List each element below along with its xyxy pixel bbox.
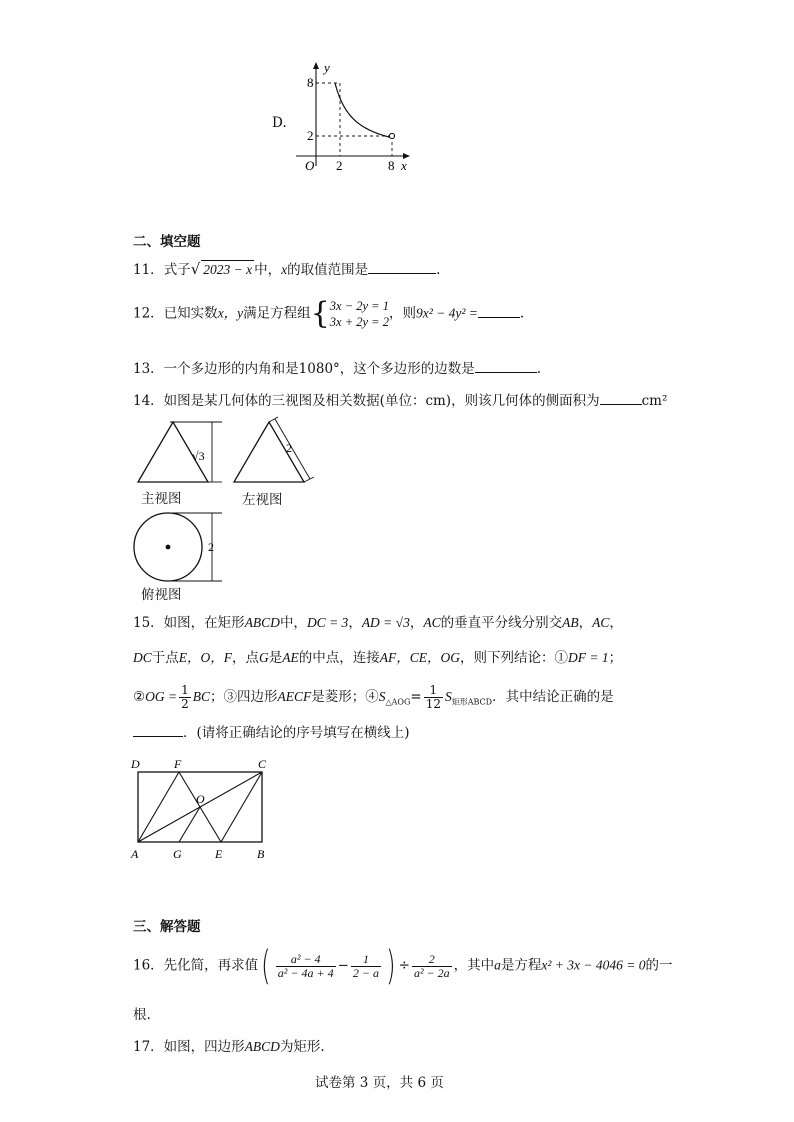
question-14: 14．如图是某几何体的三视图及相关数据(单位：cm)，则该几何体的侧面积为 cm² (133, 393, 668, 409)
top-view-caption: 俯视图 (141, 587, 182, 603)
question-15-line-2: DC于点E，O，F，点G是AE的中点，连接AF，CE，OG，则下列结论：①DF = 1； (133, 650, 623, 666)
question-15-line-1: 15．如图，在矩形ABCD中，DC = 3，AD = √3，AC的垂直平分线分别交AB，AC， (133, 615, 623, 631)
point-e: E (215, 847, 223, 861)
answer-blank-15[interactable] (133, 723, 183, 737)
y-tick-2: 2 (307, 128, 314, 143)
inverse-curve (335, 83, 392, 138)
option-d-label: D. (272, 115, 287, 131)
point-o: O (196, 792, 205, 806)
question-16-line-2: 根. (133, 1007, 151, 1023)
left-dim-label: 2 (286, 441, 292, 455)
front-view-caption: 主视图 (141, 491, 182, 507)
option-d-graph (288, 58, 418, 180)
page-footer: 试卷第 3 页，共 6 页 (315, 1075, 444, 1091)
point-d: D (131, 757, 140, 771)
section-2-title: 二、填空题 (133, 234, 201, 250)
x-axis-label: x (401, 158, 407, 173)
question-11: 11．式子√ 2023 − x 中，x的取值范围是 . (133, 260, 441, 278)
question-13: 13．一个多边形的内角和是1080°，这个多边形的边数是 . (133, 361, 542, 377)
origin-label: O (305, 158, 315, 173)
point-c: C (258, 757, 267, 771)
point-f: F (174, 757, 182, 771)
question-15-line-3: ②OG = $\frac{1}{2}$ BC；③四边形AECF是菱形；$④S_{\triangle AOG}=$ $\frac{1}{12}$ $S_{矩形ABCD}$．其中结论正确的是 (133, 683, 614, 711)
point-b: B (257, 847, 265, 861)
y-axis-label: y (324, 60, 330, 75)
question-17: 17．如图，四边形ABCD为矩形. (133, 1039, 325, 1055)
question-12: 12．已知实数x，y满足方程组{ 3x − 2y = 1 3x + 2y = 2 ，则9x² − 4y² = . (133, 296, 525, 331)
question-16: 16．先化简，再求值( $\frac{\text{a² − 4}}{\text{a² − 4a + 4}}$ − $\frac{1}{2 - a}$ ) ÷ $\frac{2}{\text{a² − 2a}}$ ，其中a是方程x² + 3x − 4046 = 0的一 (133, 943, 673, 989)
y-tick-8: 8 (307, 75, 314, 90)
question-15-line-4: ．(请将正确结论的序号填写在横线上) (133, 723, 410, 742)
open-endpoint (389, 133, 394, 138)
point-g: G (173, 847, 182, 861)
answer-blank-12[interactable] (478, 304, 520, 318)
answer-blank-11[interactable] (368, 260, 436, 274)
three-views-figure (128, 414, 338, 606)
left-view-caption: 左视图 (242, 492, 283, 508)
answer-blank-13[interactable] (475, 359, 537, 373)
x-tick-2: 2 (336, 158, 343, 173)
x-tick-8: 8 (388, 158, 395, 173)
rectangle-figure (128, 754, 278, 864)
answer-blank-14[interactable] (600, 391, 642, 405)
point-a: A (131, 847, 139, 861)
section-3-title: 三、解答题 (133, 919, 201, 935)
top-dim-label: 2 (208, 540, 214, 554)
front-dim-label: √3 (192, 449, 205, 463)
